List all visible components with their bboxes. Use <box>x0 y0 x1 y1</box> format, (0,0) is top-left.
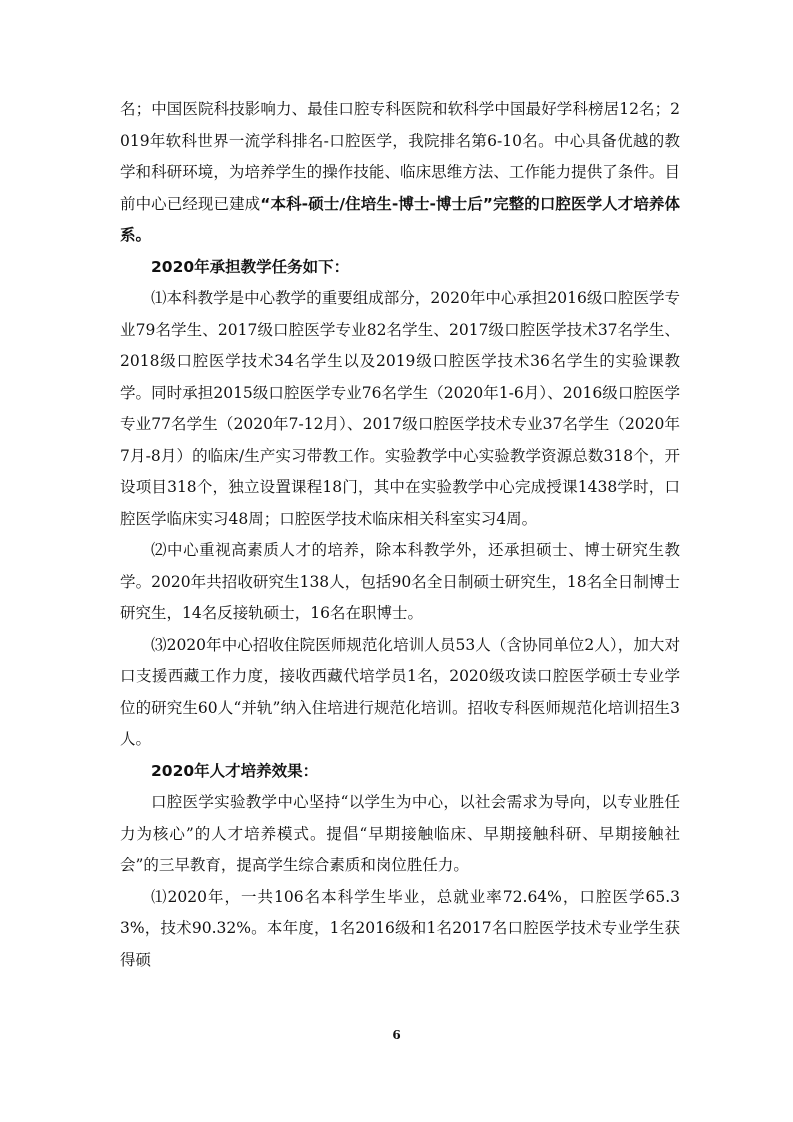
paragraph-undergraduate-teaching: ⑴本科教学是中心教学的重要组成部分，2020年中心承担2016级口腔医学专业79名学生、2017级口腔医学专业82名学生、2017级口腔医学技术37名学生、2018级口腔医学技术34名学生以及2019级口腔医学技术36名学生的实验课教学。同时承担2015级口腔医学专业76名学生（2020年1-6月）、2016级口腔医学专业77名学生（2020年7-12月）、2017级口腔医学技术专业37名学生（2020年7月-8月）的临床/生产实习带教工作。实验教学中心实验教学资源总数318个，开设项目318个，独立设置课程18门，其中在实验教学中心完成授课1438学时，口腔医学临床实习48周；口腔医学技术临床相关科室实习4周。 <box>120 289 680 528</box>
paragraph-1-bold-text: “本科-硕士/住培生-博士-博士后”完整的口腔医学人才培养体系。 <box>120 194 680 244</box>
paragraph-1-text: 名；中国医院科技影响力、最佳口腔专科医院和软科学中国最好学科榜居12名；2019年软科世界一流学科排名-口腔医学，我院排名第6-10名。中心具备优越的教学和科研环境，为培养学生的操作技能、临床思维方法、工作能力提供了条件。目前中心已经现已建成 <box>120 100 680 213</box>
section-heading-teaching-tasks: 2020年承担教学任务如下： <box>151 257 350 276</box>
section-heading-training-results: 2020年人才培养效果： <box>151 761 319 780</box>
paragraph-training-model: 口腔医学实验教学中心坚持“以学生为中心，以社会需求为导向，以专业胜任力为核心”的人才培养模式。提倡“早期接触临床、早期接触科研、早期接触社会”的三早教育，提高学生综合素质和岗位胜任力。 <box>120 793 680 874</box>
paragraph-resident-training: ⑶2020年中心招收住院医师规范化培训人员53人（含协同单位2人），加大对口支援西藏工作力度，接收西藏代培学员1名，2020级攻读口腔医学硕士专业学位的研究生60人“并轨”纳入住培进行规范化培训。招收专科医师规范化培训招生3人。 <box>120 635 680 748</box>
document-body <box>120 94 680 976</box>
page-number: 6 <box>392 1028 401 1042</box>
paragraph-graduate-teaching: ⑵中心重视高素质人才的培养，除本科教学外，还承担硕士、博士研究生教学。2020年共招收研究生138人，包括90名全日制硕士研究生，18名全日制博士研究生，14名反接轨硕士，16名在职博士。 <box>120 541 680 622</box>
paragraph-graduates: ⑴2020年，一共106名本科学生毕业，总就业率72.64%，口腔医学65.33%，技术90.32%。本年度，1名2016级和1名2017名口腔医学技术专业学生获得硕 <box>120 887 680 969</box>
paragraph-1 <box>120 94 680 252</box>
